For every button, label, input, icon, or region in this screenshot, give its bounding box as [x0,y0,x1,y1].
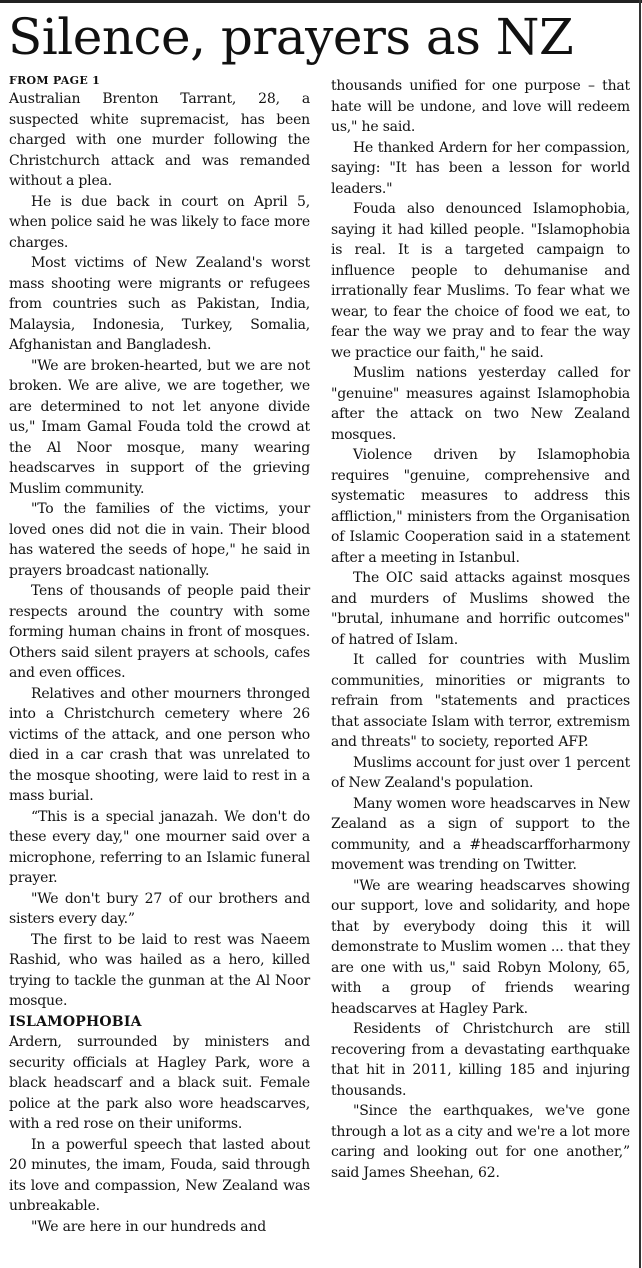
paragraph: "We don't bury 27 of our brothers and sisters every day.” [9,890,310,927]
paragraph: “This is a special janazah. We don't do these every day," one mourner said over a microphone, referring to an Islamic funeral prayer. [9,808,310,886]
page-edge-rule [639,0,641,1268]
paragraph: He thanked Ardern for her compassion, saying: "It has been a lesson for world leaders." [331,139,630,197]
paragraph: Many women wore headscarves in New Zealand as a sign of support to the community, and a #headscarfforharmony movement was trending on Twitter. [331,795,630,873]
paragraph: Violence driven by Islamophobia requires "genuine, comprehensive and systematic measures to address this affliction," ministers from the Organisation of Islamic Cooperation said in a statement after a meeting in Istanbul. [331,447,630,566]
paragraph: Tens of thousands of people paid their respects around the country with some forming human chains in front of mosques. Others said silent prayers at schools, cafes and even offices. [9,583,310,681]
paragraph: Fouda also denounced Islamophobia, saying it had killed people. "Islamophobia is real. It is a targeted campaign to influence people to dehumanise and irrationally fear Muslims. To fear what we wear, to fear the choice of food we eat, to fear the way we pray and to fear the way we practice our faith," he said. [331,201,630,361]
article-column-right [331,76,630,1183]
paragraph: The first to be laid to rest was Naeem Rashid, who was hailed as a hero, killed trying to tackle the gunman at the Al Noor mosque. [9,931,310,1009]
paragraph: Relatives and other mourners thronged into a Christchurch cemetery where 26 victims of the attack, and one person who died in a car crash that was unrelated to the mosque shooting, were laid to rest in a mass burial. [9,685,310,804]
paragraph: "To the families of the victims, your loved ones did not die in vain. Their blood has watered the seeds of hope," he said in prayers broadcast nationally. [9,501,310,579]
paragraph: He is due back in court on April 5, when police said he was likely to face more charges. [9,193,310,251]
paragraph: Muslim nations yesterday called for "genuine" measures against Islamophobia after the attack on two New Zealand mosques. [331,365,630,443]
continuation-kicker: FROM PAGE 1 [9,74,101,87]
paragraph: Ardern, surrounded by ministers and security officials at Hagley Park, wore a black headscarf and a black suit. Female police at the park also wore headscarves, with a red rose on their uniforms. [9,1034,310,1132]
paragraph: thousands unified for one purpose – that hate will be undone, and love will redeem us," he said. [331,78,630,135]
top-rule [0,0,642,3]
article-column-left [9,74,310,1237]
headline: Silence, prayers as NZ [8,8,574,66]
paragraph: "We are here in our hundreds and [31,1218,266,1235]
paragraph: Residents of Christchurch are still recovering from a devastating earthquake that hit in 2011, killing 185 and injuring thousands. [331,1021,630,1099]
paragraph: Muslims account for just over 1 percent of New Zealand's population. [331,754,630,791]
paragraph: "Since the earthquakes, we've gone through a lot as a city and we're a lot more caring and looking out for one another,” said James Sheehan, 62. [331,1103,630,1181]
paragraph: Australian Brenton Tarrant, 28, a suspected white supremacist, has been charged with one murder following the Christchurch attack and was remanded without a plea. [9,91,310,189]
paragraph: The OIC said attacks against mosques and murders of Muslims showed the "brutal, inhumane and horrific outcomes" of hatred of Islam. [331,570,630,648]
paragraph: "We are broken-hearted, but we are not broken. We are alive, we are together, we are determined to not let anyone divide us," Imam Gamal Fouda told the crowd at the Al Noor mosque, many wearing headscarves in support of the grieving Muslim community. [9,357,310,497]
paragraph: In a powerful speech that lasted about 20 minutes, the imam, Fouda, said through its love and compassion, New Zealand was unbreakable. [9,1136,310,1214]
paragraph: It called for countries with Muslim communities, minorities or migrants to refrain from "statements and practices that associate Islam with terror, extremism and threats" to society, reported AFP. [331,652,630,750]
section-subhead: ISLAMOPHOBIA [9,1013,142,1030]
paragraph: "We are wearing headscarves showing our support, love and solidarity, and hope that by everybody doing this it will demonstrate to Muslim women ... that they are one with us," said Robyn Molony, 65, with a group of friends wearing headscarves at Hagley Park. [331,877,630,1017]
paragraph: Most victims of New Zealand's worst mass shooting were migrants or refugees from countries such as Pakistan, India, Malaysia, Indonesia, Turkey, Somalia, Afghanistan and Bangladesh. [9,255,310,353]
